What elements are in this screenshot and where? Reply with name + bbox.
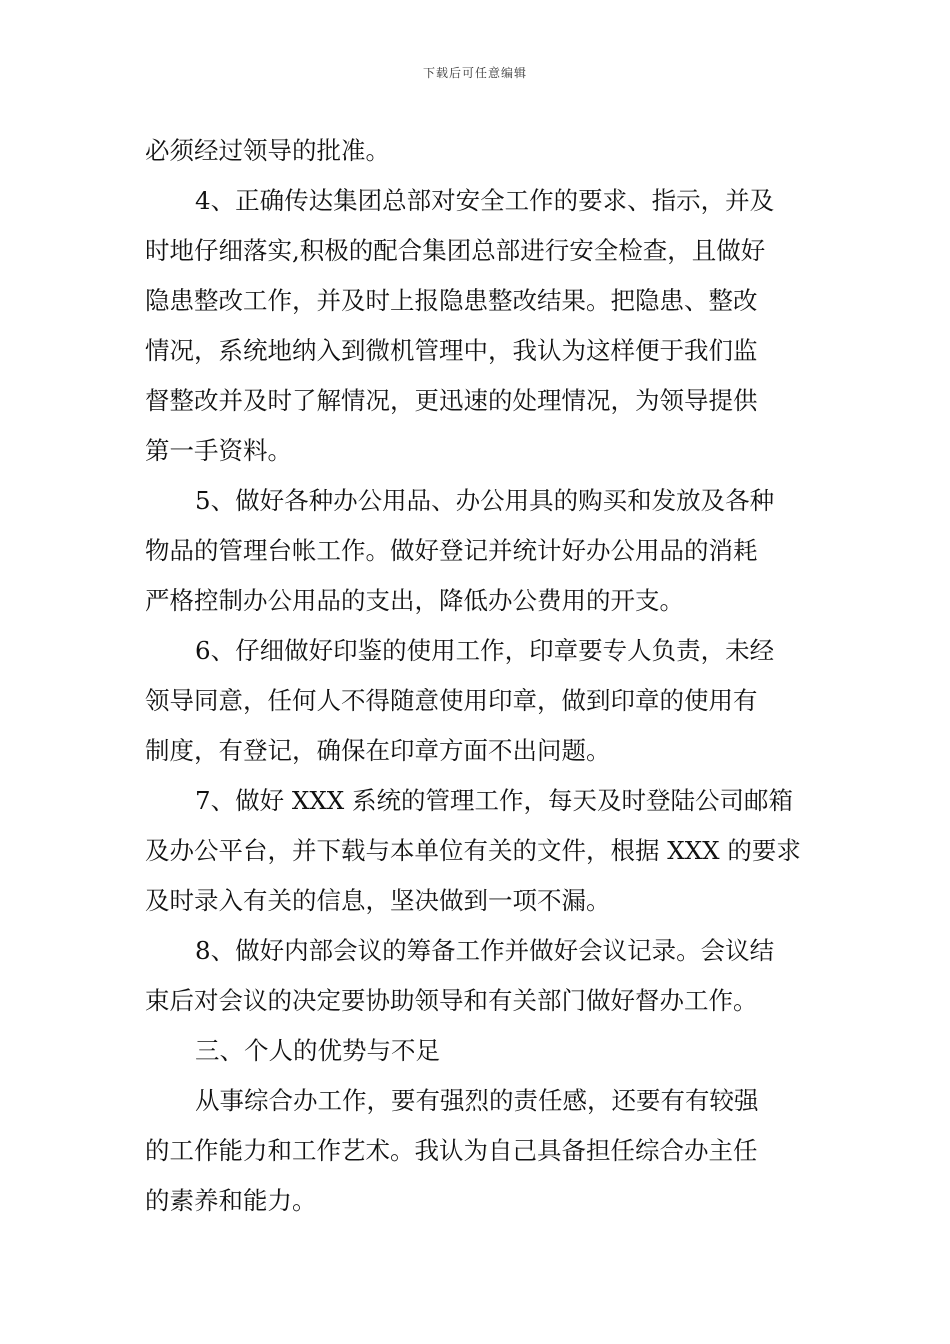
text-line: 及时录入有关的信息，坚决做到一项不漏。 bbox=[145, 886, 611, 915]
text-line: 6、仔细做好印鉴的使用工作，印章要专人负责，未经 bbox=[195, 636, 775, 665]
text-line: 时地仔细落实,积极的配合集团总部进行安全检查，且做好 bbox=[145, 236, 766, 265]
text-line: 的工作能力和工作艺术。我认为自己具备担任综合办主任 bbox=[145, 1136, 758, 1165]
document-body bbox=[145, 126, 807, 1226]
text-line: 第一手资料。 bbox=[145, 436, 292, 465]
page-header: 下载后可任意编辑 bbox=[422, 66, 527, 80]
text-line: 5、做好各种办公用品、办公用具的购买和发放及各种 bbox=[195, 486, 775, 515]
text-line: 7、做好 XXX 系统的管理工作，每天及时登陆公司邮箱 bbox=[195, 786, 793, 815]
text-line: 严格控制办公用品的支出，降低办公费用的开支。 bbox=[145, 586, 684, 615]
text-line: 隐患整改工作，并及时上报隐患整改结果。把隐患、整改 bbox=[145, 286, 758, 315]
section-heading: 三、个人的优势与不足 bbox=[195, 1036, 440, 1065]
text-line: 8、做好内部会议的筹备工作并做好会议记录。会议结 bbox=[195, 936, 775, 965]
text-line: 及办公平台，并下载与本单位有关的文件，根据 XXX 的要求 bbox=[145, 836, 801, 865]
text-line: 的素养和能力。 bbox=[145, 1186, 317, 1215]
text-line: 从事综合办工作，要有强烈的责任感，还要有有较强 bbox=[195, 1086, 759, 1115]
text-line: 物品的管理台帐工作。做好登记并统计好办公用品的消耗 bbox=[145, 536, 758, 565]
text-line: 情况，系统地纳入到微机管理中，我认为这样便于我们监 bbox=[145, 336, 758, 365]
text-line: 4、正确传达集团总部对安全工作的要求、指示，并及 bbox=[195, 186, 775, 215]
text-line: 束后对会议的决定要协助领导和有关部门做好督办工作。 bbox=[145, 986, 758, 1015]
text-line: 必须经过领导的批准。 bbox=[145, 136, 390, 165]
text-line: 督整改并及时了解情况，更迅速的处理情况，为领导提供 bbox=[145, 386, 758, 415]
text-line: 领导同意，任何人不得随意使用印章，做到印章的使用有 bbox=[145, 686, 758, 715]
text-line: 制度，有登记，确保在印章方面不出问题。 bbox=[145, 736, 611, 765]
